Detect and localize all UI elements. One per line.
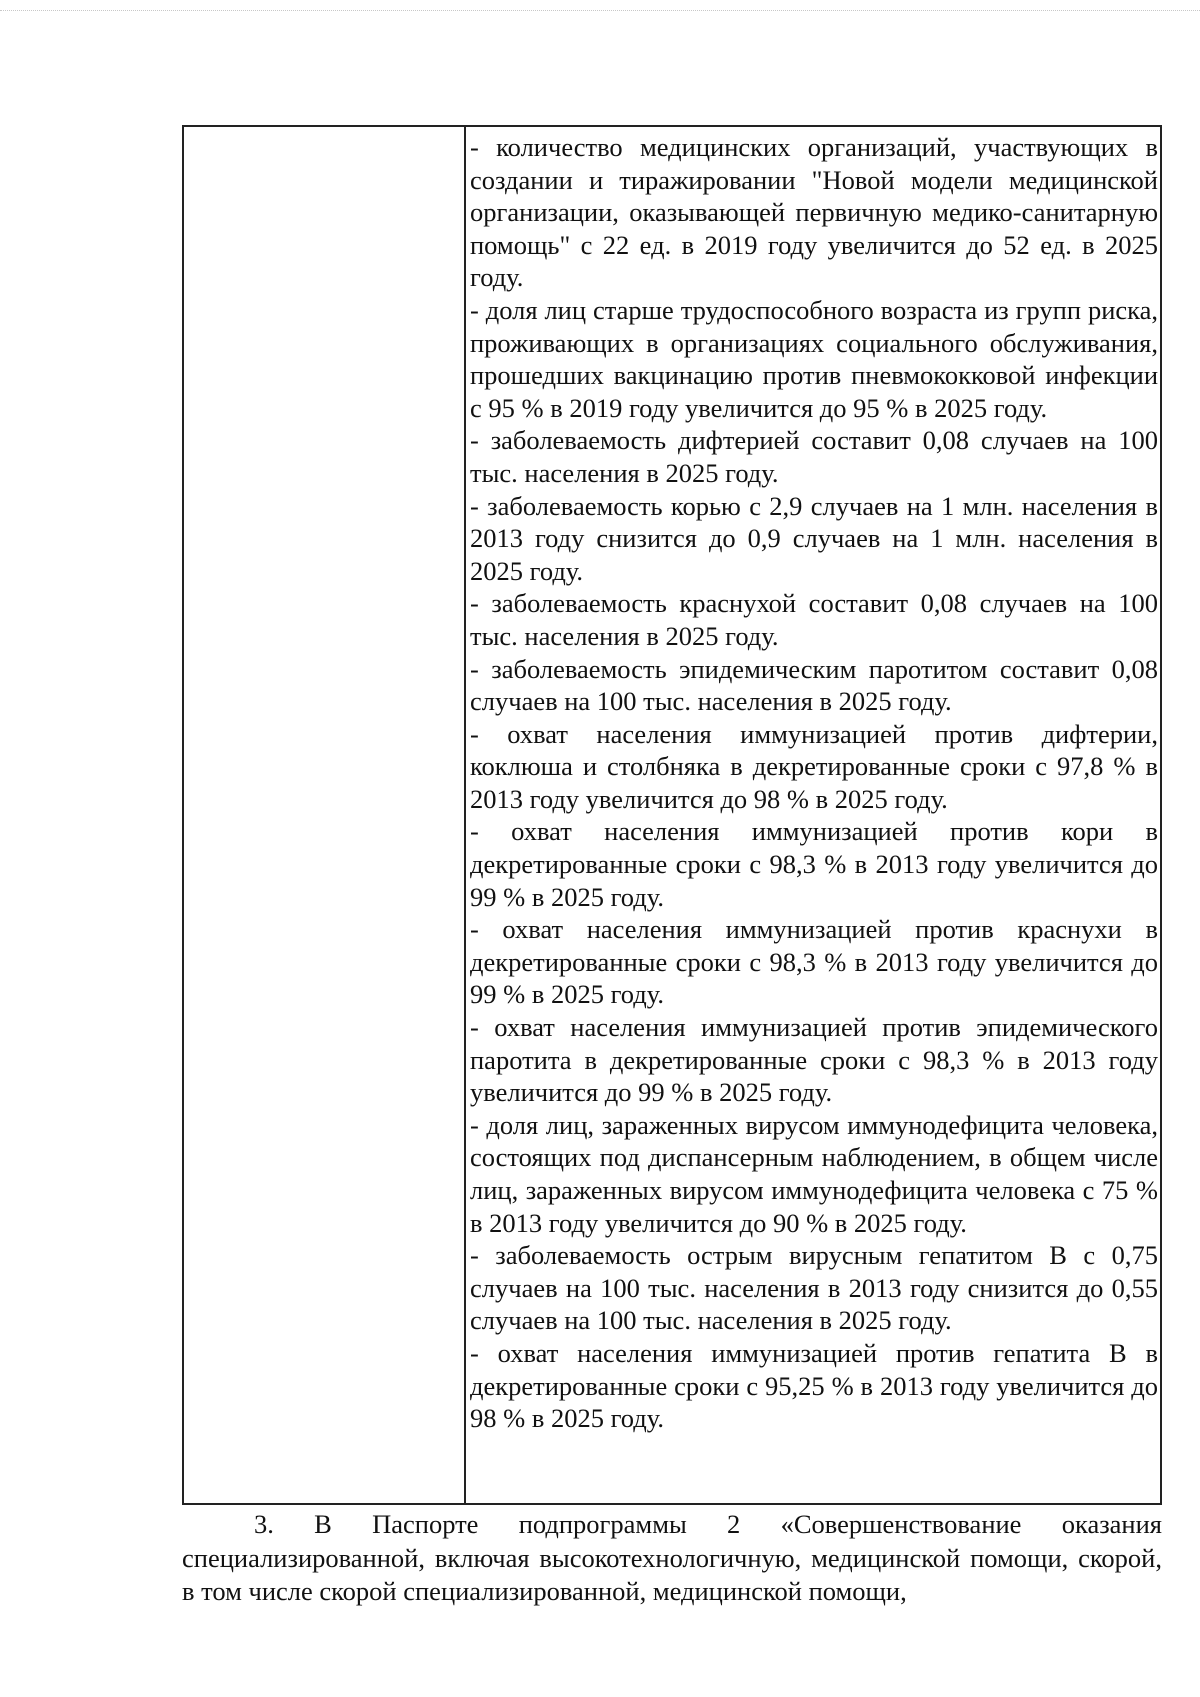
indicator-item-dtp-coverage: - охват населения иммунизацией против дифтерии, коклюша и столбняка в декретированные сроки с 97,8 % в 2013 году увеличится до 98 % в 2025 году. [470,718,1158,814]
table-left-cell [184,127,466,1503]
indicator-item-hepatitis-b: - заболеваемость острым вирусным гепатитом В с 0,75 случаев на 100 тыс. населения в 2013 году снизится до 0,55 случаев на 100 тыс. населения в 2025 году. [470,1240,1158,1336]
indicator-item-rubella-coverage: - охват населения иммунизацией против краснухи в декретированные сроки с 98,3 % в 2013 году увеличится до 99 % в 2025 году. [470,914,1158,1010]
section-3-paragraph: 3. В Паспорте подпрограммы 2 «Совершенствование оказания специализированной, включая высокотехнологичную, медицинской помощи, скорой, в том числе скорой специализированной, медицинской помощи, [182,1509,1162,1606]
indicator-item-mumps: - заболеваемость эпидемическим паротитом составит 0,08 случаев на 100 тыс. населения в 2025 году. [470,653,1158,717]
indicator-item-pneumococcal: - доля лиц старше трудоспособного возраста из групп риска, проживающих в организациях социального обслуживания, прошедших вакцинацию против пневмококковой инфекции с 95 % в 2019 году увеличится до 95 % в 2025 году. [470,294,1158,423]
indicator-item-new-model: - количество медицинских организаций, участвующих в создании и тиражировании "Новой модели медицинской организации, оказывающей первичную медико-санитарную помощь" с 22 ед. в 2019 году увеличится до 52 ед. в 2025 году. [470,132,1158,293]
indicator-item-hiv: - доля лиц, зараженных вирусом иммунодефицита человека, состоящих под диспансерным наблюдением, в общем числе лиц, зараженных вирусом иммунодефицита человека с 75 % в 2013 году увеличится до 90 % в 2025 году. [470,1109,1158,1238]
indicator-item-hepatitis-b-coverage: - охват населения иммунизацией против гепатита В в декретированные сроки с 95,25 % в 2013 году увеличится до 98 % в 2025 году. [470,1337,1158,1434]
indicator-item-mumps-coverage: - охват населения иммунизацией против эпидемического паротита в декретированные сроки с 98,3 % в 2013 году увеличится до 99 % в 2025 году. [470,1012,1158,1108]
indicator-item-diphtheria: - заболеваемость дифтерией составит 0,08 случаев на 100 тыс. населения в 2025 году. [470,425,1158,488]
indicator-item-rubella: - заболеваемость краснухой составит 0,08 случаев на 100 тыс. населения в 2025 году. [470,588,1158,651]
indicator-item-measles: - заболеваемость корью с 2,9 случаев на 1 млн. населения в 2013 году снизится до 0,9 случаев на 1 млн. населения в 2025 году. [470,490,1158,586]
indicator-item-measles-coverage: - охват населения иммунизацией против кори в декретированные сроки с 98,3 % в 2013 году увеличится до 99 % в 2025 году. [470,816,1158,912]
page-top-rule [0,10,1200,11]
table-right-cell [466,127,1160,1503]
passport-table [182,125,1162,1505]
